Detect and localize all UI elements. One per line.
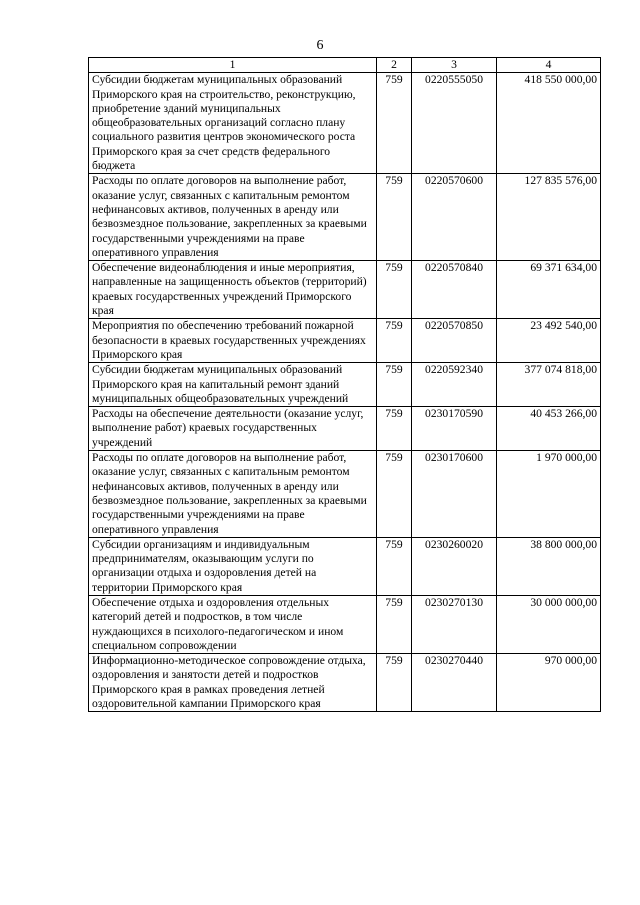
row-description: Мероприятия по обеспечению требований пожарной безопасности в краевых государственных учреждениях Приморского края: [89, 319, 377, 363]
row-department-code: 759: [377, 261, 412, 319]
budget-table: [88, 57, 601, 712]
row-description: Обеспечение видеонаблюдения и иные мероприятия, направленные на защищенность объектов (территорий) краевых государственных учреждений Приморского края: [89, 261, 377, 319]
table-row: [89, 73, 601, 174]
column-header: 2: [377, 58, 412, 73]
row-department-code: 759: [377, 537, 412, 595]
row-department-code: 759: [377, 451, 412, 538]
row-department-code: 759: [377, 174, 412, 261]
row-amount: 1 970 000,00: [497, 451, 601, 538]
row-amount: 970 000,00: [497, 654, 601, 712]
row-department-code: 759: [377, 595, 412, 653]
row-department-code: 759: [377, 319, 412, 363]
table-row: [89, 451, 601, 538]
row-target-code: 0220570840: [412, 261, 497, 319]
row-description: Субсидии бюджетам муниципальных образований Приморского края на строительство, реконструкцию, приобретение зданий муниципальных общеобразовательных организаций согласно плану социального развития центров экономического роста Приморского края за счет средств федерального бюджета: [89, 73, 377, 174]
row-description: Обеспечение отдыха и оздоровления отдельных категорий детей и подростков, в том числе нуждающихся в психолого-педагогическом и ином специальном сопровождении: [89, 595, 377, 653]
row-description: Расходы по оплате договоров на выполнение работ, оказание услуг, связанных с капитальным ремонтом нефинансовых активов, полученных в аренду или безвозмездное пользование, закрепленных за краевыми государственными учреждениями на праве оперативного управления: [89, 451, 377, 538]
table-row: [89, 319, 601, 363]
table-row: [89, 261, 601, 319]
row-description: Субсидии организациям и индивидуальным предпринимателям, оказывающим услуги по организации отдыха и оздоровления детей на территории Приморского края: [89, 537, 377, 595]
column-header: 3: [412, 58, 497, 73]
row-amount: 127 835 576,00: [497, 174, 601, 261]
row-target-code: 0230260020: [412, 537, 497, 595]
row-amount: 30 000 000,00: [497, 595, 601, 653]
table-row: [89, 595, 601, 653]
row-description: Субсидии бюджетам муниципальных образований Приморского края на капитальный ремонт зданий муниципальных общеобразовательных учреждений: [89, 363, 377, 407]
table-header-row: [89, 58, 601, 73]
row-amount: 69 371 634,00: [497, 261, 601, 319]
row-department-code: 759: [377, 363, 412, 407]
row-target-code: 0220555050: [412, 73, 497, 174]
row-amount: 418 550 000,00: [497, 73, 601, 174]
row-department-code: 759: [377, 73, 412, 174]
row-target-code: 0220570600: [412, 174, 497, 261]
row-amount: 377 074 818,00: [497, 363, 601, 407]
row-target-code: 0230270130: [412, 595, 497, 653]
column-header: 4: [497, 58, 601, 73]
row-description: Расходы по оплате договоров на выполнение работ, оказание услуг, связанных с капитальным ремонтом нефинансовых активов, полученных в аренду или безвозмездное пользование, закрепленных за краевыми государственными учреждениями на праве оперативного управления: [89, 174, 377, 261]
row-description: Расходы на обеспечение деятельности (оказание услуг, выполнение работ) краевых государственных учреждений: [89, 407, 377, 451]
row-target-code: 0230170600: [412, 451, 497, 538]
table-row: [89, 363, 601, 407]
column-header: 1: [89, 58, 377, 73]
page-number: 6: [316, 38, 324, 53]
row-amount: 38 800 000,00: [497, 537, 601, 595]
row-target-code: 0230270440: [412, 654, 497, 712]
table-row: [89, 654, 601, 712]
row-department-code: 759: [377, 407, 412, 451]
table-row: [89, 174, 601, 261]
table-row: [89, 407, 601, 451]
row-department-code: 759: [377, 654, 412, 712]
row-amount: 23 492 540,00: [497, 319, 601, 363]
row-target-code: 0220570850: [412, 319, 497, 363]
row-target-code: 0230170590: [412, 407, 497, 451]
row-description: Информационно-методическое сопровождение отдыха, оздоровления и занятости детей и подростков Приморского края в рамках проведения летней оздоровительной кампании Приморского края: [89, 654, 377, 712]
row-target-code: 0220592340: [412, 363, 497, 407]
row-amount: 40 453 266,00: [497, 407, 601, 451]
table-row: [89, 537, 601, 595]
